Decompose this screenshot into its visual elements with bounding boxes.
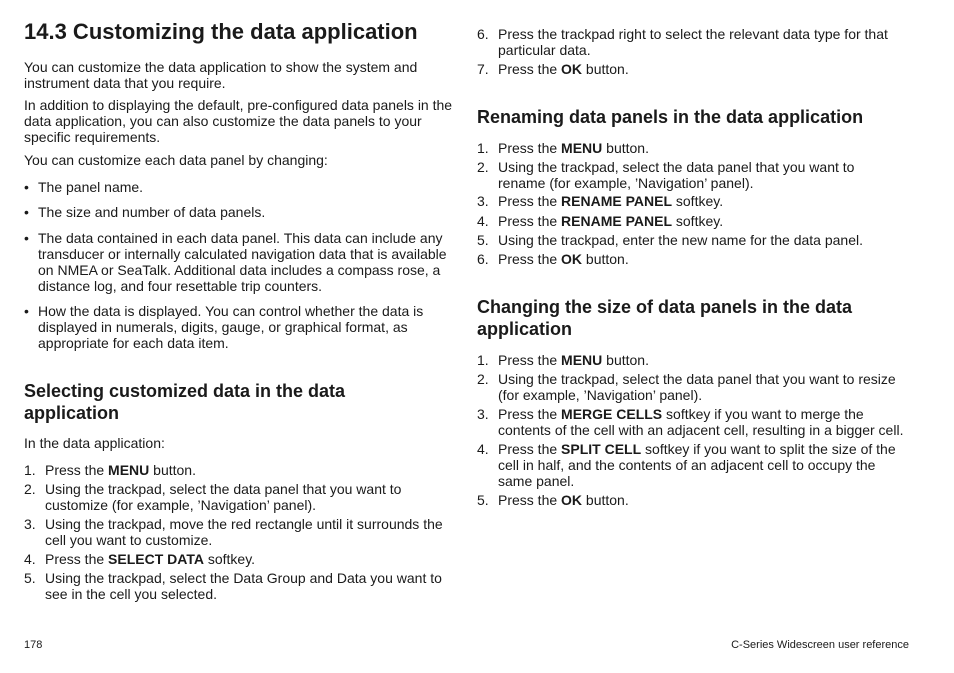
intro-paragraph-2: In addition to displaying the default, pre-configured data panels in the data application, you can also customize the data panels to your specific requirements. (24, 97, 453, 145)
step-item: 3. Using the trackpad, move the red rectangle until it surrounds the cell you want to customize. (24, 516, 443, 548)
intro-paragraph-1: You can customize the data application to show the system and instrument data that you require. (24, 59, 418, 91)
step-item: 5. Using the trackpad, select the Data Group and Data you want to see in the cell you selected. (24, 570, 442, 602)
step-item: 4. Press the SELECT DATA softkey. (24, 551, 256, 567)
step-item: 1. Press the MENU button. (477, 140, 649, 156)
section-heading-changing-size: Changing the size of data panels in the data application (477, 297, 853, 339)
document-title-footer: C-Series Widescreen user reference (731, 639, 909, 651)
step-item: 3. Press the MERGE CELLS softkey if you want to merge the contents of the cell with an adjacent cell, resulting in a bigger cell. (477, 406, 904, 438)
step-item: 4. Press the SPLIT CELL softkey if you want to split the size of the cell in half, and the contents of an adjacent cell to occupy the same panel. (477, 441, 896, 489)
section-heading-selecting: Selecting customized data in the data application (24, 381, 346, 423)
bullet-item: • The data contained in each data panel. This data can include any transducer or internally calculated navigation data that is available on NMEA or SeaTalk. Additional data includes a compass rose, a distance log, and four resettable trip counters. (24, 230, 456, 294)
intro-paragraph-3: You can customize each data panel by changing: (24, 152, 328, 168)
step-item: 2. Using the trackpad, select the data panel that you want to customize (for example, ’Navigation’ panel). (24, 481, 402, 513)
page-number: 178 (24, 639, 43, 651)
step-item: 3. Press the RENAME PANEL softkey. (477, 193, 724, 209)
section-heading-renaming: Renaming data panels in the data application (477, 107, 864, 127)
step-item: 2. Using the trackpad, select the data panel that you want to resize (for example, ’Navigation’ panel). (477, 371, 896, 403)
step-item: 6. Press the trackpad right to select the relevant data type for that particular data. (477, 26, 888, 58)
step-item: 2. Using the trackpad, select the data panel that you want to rename (for example, ’Navigation’ panel). (477, 159, 855, 191)
page-title: 14.3 Customizing the data application (24, 19, 418, 44)
bullet-item: • The panel name. (24, 179, 143, 195)
step-item: 6. Press the OK button. (477, 251, 629, 267)
bullet-item: • How the data is displayed. You can control whether the data is displayed in numerals, digits, gauge, or graphical format, as appropriate for each data item. (24, 303, 456, 351)
step-item: 1. Press the MENU button. (24, 462, 196, 478)
step-item: 4. Press the RENAME PANEL softkey. (477, 213, 724, 229)
step-item: 1. Press the MENU button. (477, 352, 649, 368)
bullet-item: • The size and number of data panels. (24, 204, 265, 220)
step-item: 5. Using the trackpad, enter the new name for the data panel. (477, 232, 864, 248)
step-item: 5. Press the OK button. (477, 492, 629, 508)
step-item: 7. Press the OK button. (477, 61, 629, 77)
section-intro: In the data application: (24, 435, 165, 451)
